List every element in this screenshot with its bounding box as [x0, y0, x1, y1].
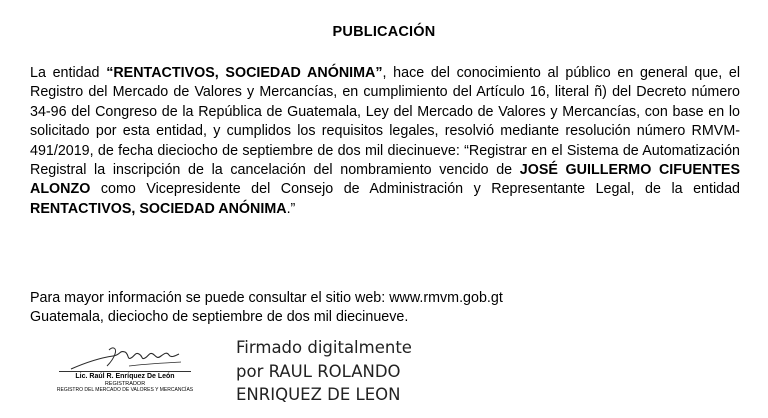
- paragraph-text-3: como Vicepresidente del Consejo de Administración y Representante Legal, de la entidad: [90, 181, 740, 198]
- paragraph-text-1: La entidad: [30, 65, 107, 81]
- page-title: PUBLICACIÓN: [332, 24, 436, 40]
- digital-signature-line-2: por RAUL ROLANDO: [236, 361, 401, 381]
- website-line: Para mayor información se puede consultar el sitio web: www.rmvm.gob.gt: [30, 290, 503, 306]
- digital-signature-stamp: [236, 336, 412, 407]
- publication-paragraph: [30, 64, 740, 219]
- date-line: Guatemala, dieciocho de septiembre de dos mil diecinueve.: [30, 309, 409, 325]
- signatory-registry: REGISTRO DEL MERCADO DE VALORES Y MERCANCÍAS: [56, 387, 194, 393]
- signatory-name: Lic. Raúl R. Enríquez De León: [75, 373, 175, 380]
- paragraph-text-2: , hace del conocimiento al público en general que, el Registro del Mercado de Valores y Mercancías, en cumplimiento del Artículo 16, literal ñ) del Decreto número 34-96 del Congreso de la República de Guatemala, Ley del Mercado de Valores y Mercancías, con base en lo solicitado por esta entidad, y cumplidos los requisitos legales, resolvió mediante resolución número RMVM-491/2019, de fecha dieciocho de septiembre de dos mil diecinueve: “Registrar en el Sistema de Automatización Registral la inscripción de la cancelación del nombramiento vencido de: [30, 65, 740, 179]
- digital-signature-line-3: ENRIQUEZ DE LEON: [236, 385, 401, 404]
- entity-name-1: “RENTACTIVOS, SOCIEDAD ANÓNIMA”: [106, 65, 383, 81]
- signature-line: [59, 371, 191, 372]
- handwritten-signature-block: [55, 344, 215, 414]
- info-block: [30, 289, 740, 327]
- person-name: JOSÉ GUILLERMO CIFUENTES ALONZO: [30, 162, 741, 198]
- entity-name-2: RENTACTIVOS, SOCIEDAD ANÓNIMA: [30, 200, 287, 217]
- digital-signature-line-1: Firmado digitalmente: [236, 338, 412, 357]
- paragraph-text-4: .”: [286, 200, 296, 217]
- signatory-role: REGISTRADOR: [104, 381, 146, 387]
- handwritten-signature: [69, 344, 199, 372]
